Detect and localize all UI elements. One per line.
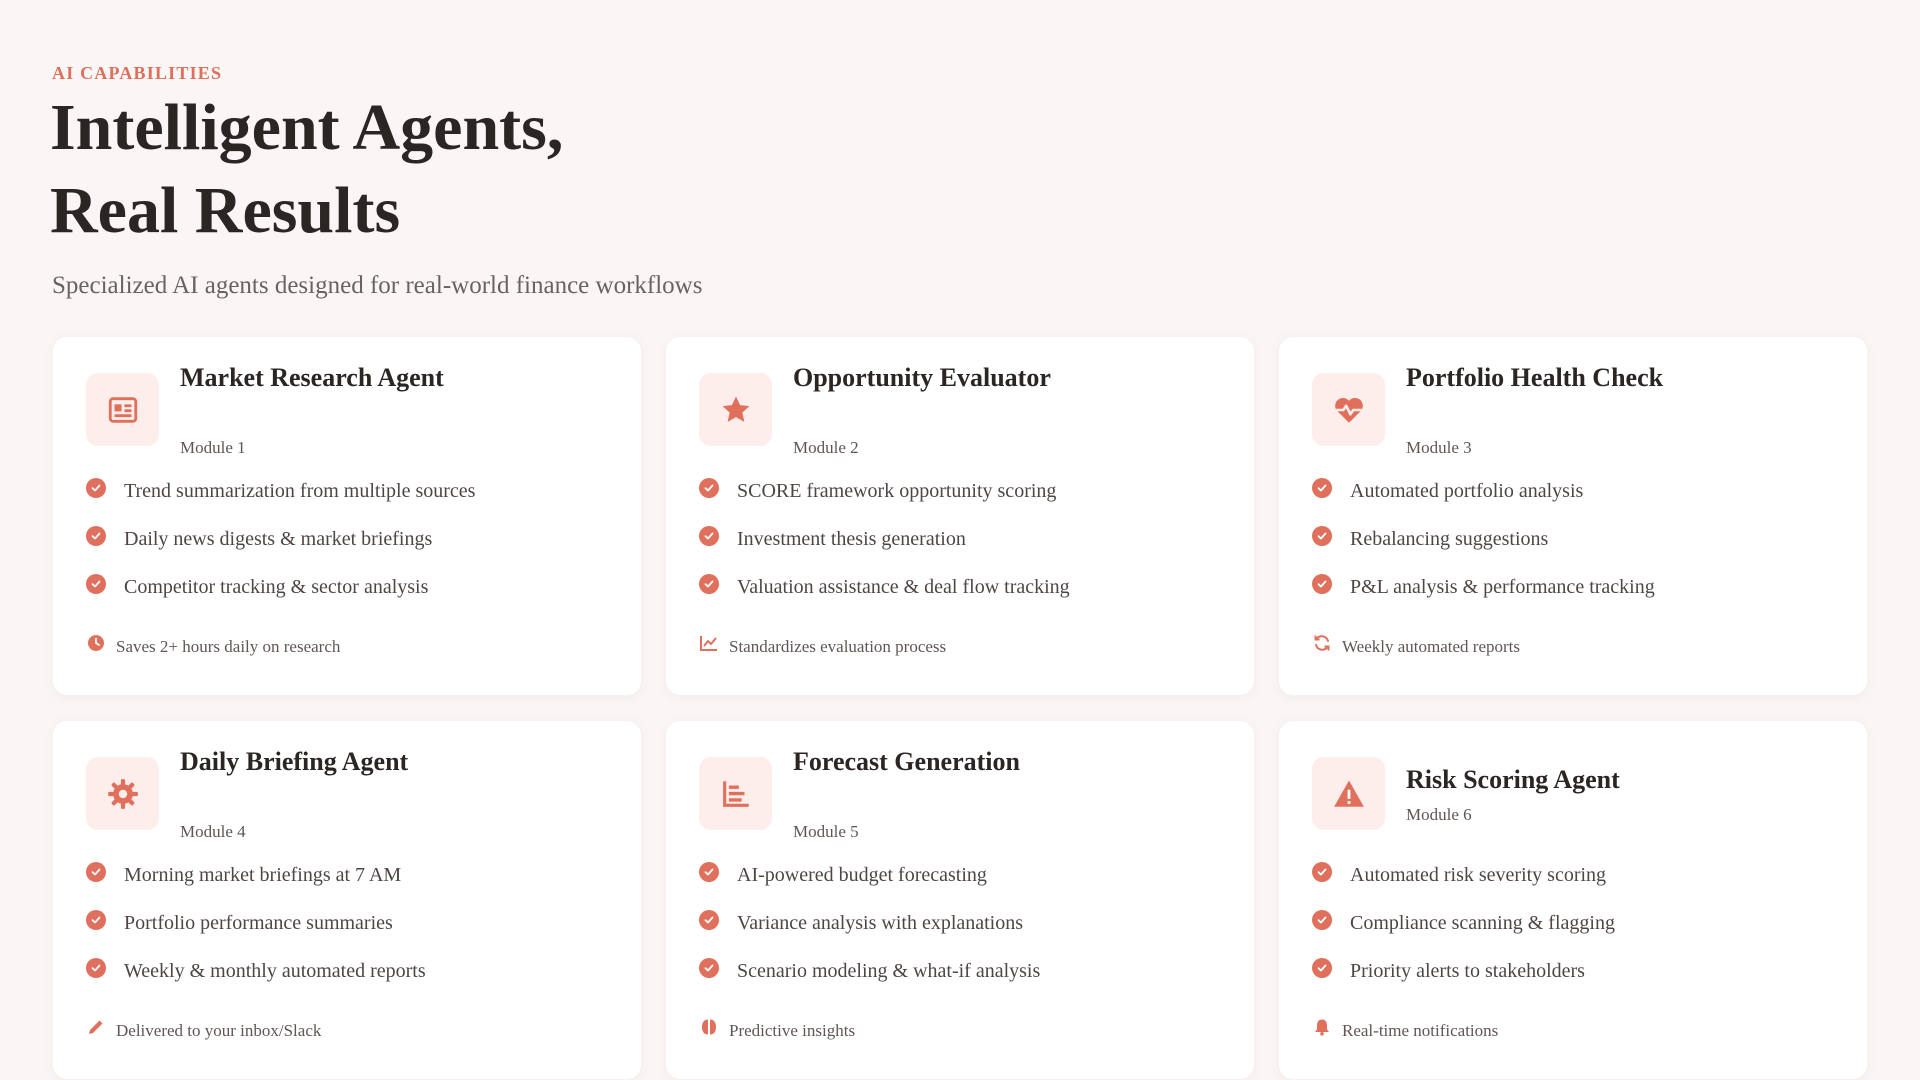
- agent-card-risk-scoring[interactable]: [1279, 721, 1867, 1079]
- agent-card-portfolio-health-check[interactable]: [1279, 337, 1867, 695]
- gear-icon: [86, 757, 159, 830]
- check-icon: [699, 862, 719, 882]
- check-icon: [1312, 526, 1332, 546]
- check-icon: [1312, 910, 1332, 930]
- feature-item: [1312, 563, 1655, 611]
- agent-card-market-research[interactable]: [53, 337, 641, 695]
- feature-text: Variance analysis with explanations: [737, 911, 1024, 934]
- feature-item: [699, 563, 1070, 611]
- check-icon: [699, 526, 719, 546]
- feature-item: [86, 515, 475, 563]
- feature-text: Portfolio performance summaries: [124, 911, 393, 934]
- feature-item: [86, 851, 426, 899]
- agent-card-opportunity-evaluator[interactable]: [666, 337, 1254, 695]
- heart-pulse-icon: [1312, 373, 1385, 446]
- feature-item: [1312, 515, 1655, 563]
- footer-text: Predictive insights: [729, 1021, 856, 1040]
- card-title: Forecast Generation: [793, 747, 1020, 776]
- check-icon: [86, 574, 106, 594]
- feature-item: [699, 899, 1040, 947]
- feature-list: [1312, 851, 1615, 995]
- card-footer: [1312, 1021, 1498, 1041]
- warning-icon: [1312, 757, 1385, 830]
- newspaper-icon: [86, 373, 159, 446]
- footer-text: Saves 2+ hours daily on research: [116, 637, 341, 656]
- feature-item: [699, 851, 1040, 899]
- feature-list: [86, 851, 426, 995]
- page-title-line-2: Real Results: [50, 174, 401, 247]
- feature-item: [86, 563, 475, 611]
- check-icon: [1312, 958, 1332, 978]
- feature-item: [699, 467, 1070, 515]
- feature-text: AI-powered budget forecasting: [737, 863, 987, 886]
- module-label: Module 1: [180, 438, 246, 457]
- feature-item: [699, 947, 1040, 995]
- feature-list: [699, 467, 1070, 611]
- page-title: [50, 86, 850, 252]
- feature-text: P&L analysis & performance tracking: [1350, 575, 1655, 598]
- agent-card-grid: [53, 337, 1867, 1079]
- footer-text: Delivered to your inbox/Slack: [116, 1021, 322, 1040]
- feature-item: [1312, 467, 1655, 515]
- pencil-icon: [86, 1017, 106, 1037]
- check-icon: [86, 910, 106, 930]
- feature-item: [86, 899, 426, 947]
- check-icon: [86, 478, 106, 498]
- clock-icon: [86, 633, 106, 653]
- card-footer: [1312, 637, 1520, 657]
- feature-item: [1312, 899, 1615, 947]
- feature-text: Scenario modeling & what-if analysis: [737, 959, 1041, 982]
- check-icon: [1312, 478, 1332, 498]
- feature-text: Weekly & monthly automated reports: [124, 959, 426, 982]
- check-icon: [699, 574, 719, 594]
- card-footer: [86, 1021, 321, 1041]
- module-label: Module 4: [180, 822, 246, 841]
- feature-text: Automated risk severity scoring: [1350, 863, 1607, 886]
- footer-text: Weekly automated reports: [1342, 637, 1521, 656]
- feature-text: Morning market briefings at 7 AM: [124, 863, 402, 886]
- card-footer: [699, 1021, 855, 1041]
- check-icon: [86, 862, 106, 882]
- feature-list: [1312, 467, 1655, 611]
- feature-text: Compliance scanning & flagging: [1350, 911, 1615, 934]
- feature-text: Daily news digests & market briefings: [124, 527, 433, 550]
- card-title: Portfolio Health Check: [1406, 363, 1664, 392]
- feature-text: Valuation assistance & deal flow tracking: [737, 575, 1070, 598]
- feature-item: [86, 947, 426, 995]
- feature-text: Competitor tracking & sector analysis: [124, 575, 429, 598]
- page-title-line-1: Intelligent Agents,: [50, 91, 564, 164]
- feature-text: SCORE framework opportunity scoring: [737, 479, 1057, 502]
- feature-list: [86, 467, 475, 611]
- brain-icon: [699, 1017, 719, 1037]
- module-label: Module 2: [793, 438, 859, 457]
- check-icon: [699, 478, 719, 498]
- star-icon: [699, 373, 772, 446]
- card-title: Opportunity Evaluator: [793, 363, 1051, 392]
- eyebrow-label: AI CAPABILITIES: [52, 63, 223, 83]
- refresh-icon: [1312, 633, 1332, 653]
- feature-text: Trend summarization from multiple sources: [124, 479, 476, 502]
- card-title: Daily Briefing Agent: [180, 747, 409, 776]
- feature-text: Rebalancing suggestions: [1350, 527, 1549, 550]
- feature-item: [699, 515, 1070, 563]
- check-icon: [86, 958, 106, 978]
- check-icon: [1312, 574, 1332, 594]
- agent-card-forecast-generation[interactable]: [666, 721, 1254, 1079]
- feature-item: [1312, 947, 1615, 995]
- feature-text: Automated portfolio analysis: [1350, 479, 1584, 502]
- line-chart-icon: [699, 633, 719, 653]
- check-icon: [86, 526, 106, 546]
- feature-item: [1312, 851, 1615, 899]
- card-footer: [699, 637, 946, 657]
- agent-card-daily-briefing[interactable]: [53, 721, 641, 1079]
- feature-item: [86, 467, 475, 515]
- footer-text: Standardizes evaluation process: [729, 637, 947, 656]
- module-label: Module 6: [1406, 805, 1472, 824]
- feature-text: Priority alerts to stakeholders: [1350, 959, 1585, 982]
- card-title: Market Research Agent: [180, 363, 444, 392]
- check-icon: [1312, 862, 1332, 882]
- page-subtitle: Specialized AI agents designed for real-world finance workflows: [52, 272, 703, 299]
- footer-text: Real-time notifications: [1342, 1021, 1499, 1040]
- bar-chart-icon: [699, 757, 772, 830]
- card-footer: [86, 637, 340, 657]
- module-label: Module 5: [793, 822, 859, 841]
- feature-text: Investment thesis generation: [737, 527, 966, 550]
- card-title: Risk Scoring Agent: [1406, 765, 1620, 794]
- check-icon: [699, 958, 719, 978]
- check-icon: [699, 910, 719, 930]
- feature-list: [699, 851, 1040, 995]
- module-label: Module 3: [1406, 438, 1472, 457]
- bell-icon: [1312, 1017, 1332, 1037]
